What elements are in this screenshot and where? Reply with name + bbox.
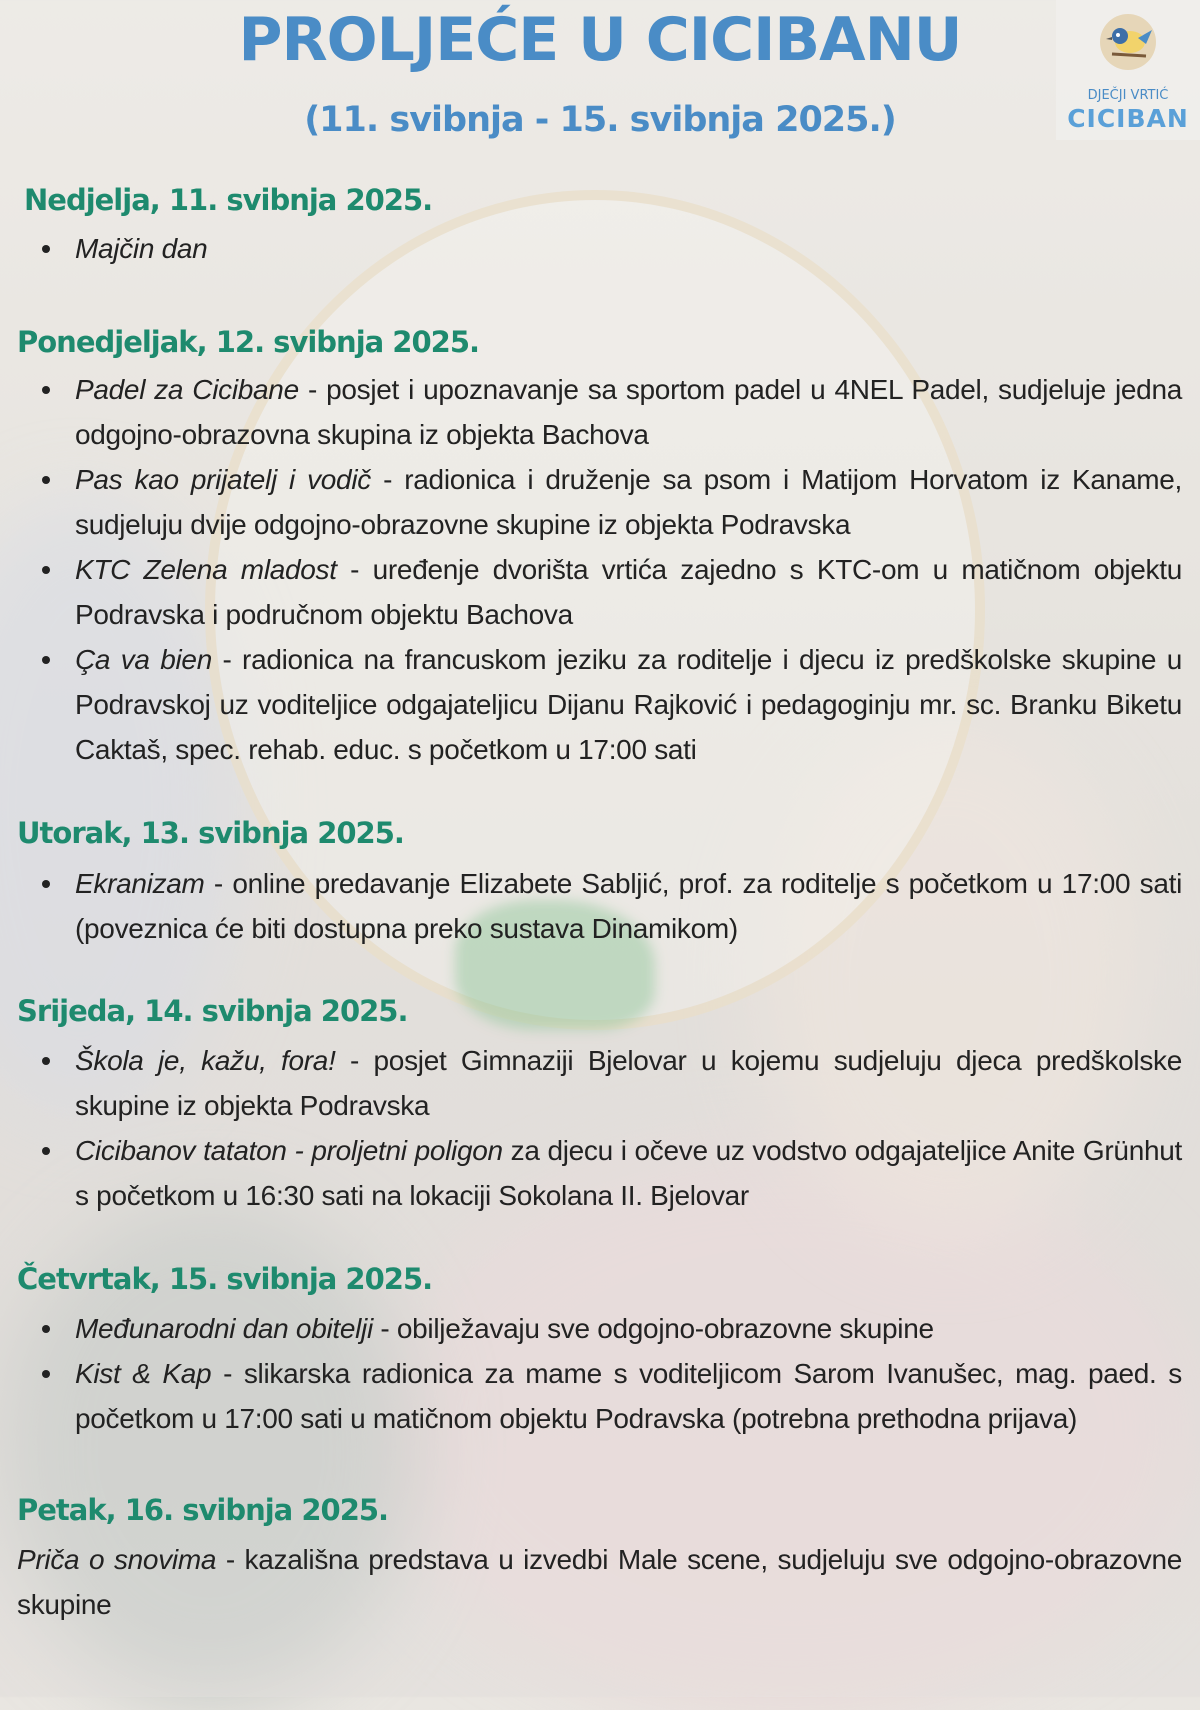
event-name: Priča o snovima: [17, 1544, 217, 1575]
event-list-monday: [0, 367, 1200, 772]
event-description: - kazališna predstava u izvedbi Male scene, sudjeluju sve odgojno-obrazovne skupine: [17, 1544, 1183, 1620]
event-name: Ekranizam: [75, 868, 205, 899]
event-name: Međunarodni dan obitelji: [75, 1313, 373, 1344]
event-name: KTC Zelena mladost: [75, 554, 337, 585]
bird-on-branch-icon: [1098, 12, 1158, 72]
event-name: Padel za Cicibane: [75, 374, 299, 405]
event-list-thursday: [0, 1306, 1200, 1441]
day-heading-friday: Petak, 16. svibnja 2025.: [17, 1493, 389, 1527]
event-description: - radionica i druženje sa psom i Matijom Horvatom iz Kaname, sudjeluju dvije odgojno-obrazovne skupine iz objekta Podravska: [75, 464, 1182, 540]
list-item: [0, 1306, 1200, 1351]
logo-text-line1: DJEČJI VRTIĆ: [1087, 88, 1169, 103]
event-description: - posjet Gimnaziji Bjelovar u kojemu sudjeluju djeca predškolske skupine iz objekta Podravska: [75, 1045, 1183, 1121]
list-item: [0, 1128, 1200, 1218]
list-item: [0, 547, 1200, 637]
day-heading-wednesday: Srijeda, 14. svibnja 2025.: [17, 994, 408, 1028]
event-name: Ça va bien: [75, 644, 212, 675]
list-item: [0, 861, 1200, 951]
event-list-sunday: [0, 226, 1200, 271]
kindergarten-logo: [1056, 0, 1200, 140]
event-description: - radionica na francuskom jeziku za roditelje i djecu iz predškolske skupine u Podravskoj uz voditeljice odgajateljicu Dijanu Rajković i pedagoginju mr. sc. Branku Biketu Caktaš, spec. rehab. educ. s početkom u 17:00 sati: [75, 644, 1182, 765]
event-name: Pas kao prijatelj i vodič: [75, 464, 371, 495]
list-item: [0, 1351, 1200, 1441]
event-name: Cicibanov tataton - proljetni poligon: [75, 1135, 503, 1166]
list-item: [0, 226, 1200, 271]
logo-text-line2: CICIBAN: [1067, 104, 1189, 133]
list-item: [0, 1038, 1200, 1128]
event-description: - obilježavaju sve odgojno-obrazovne skupine: [372, 1313, 934, 1344]
event-name: Majčin dan: [75, 233, 208, 264]
page-title: PROLJEĆE U CICIBANU: [238, 5, 962, 75]
event-list-wednesday: [0, 1038, 1200, 1218]
event-list-tuesday: [0, 861, 1200, 951]
event-name: Kist & Kap: [75, 1358, 212, 1389]
event-description: za djecu i očeve uz vodstvo odgajateljice Anite Grünhut s početkom u 16:30 sati na lokaciji Sokolana II. Bjelovar: [75, 1135, 1182, 1211]
event-paragraph-friday: [17, 1537, 1182, 1627]
event-name: Škola je, kažu, fora!: [75, 1045, 336, 1076]
list-item: [0, 637, 1200, 772]
day-heading-tuesday: Utorak, 13. svibnja 2025.: [17, 816, 404, 850]
day-heading-sunday: Nedjelja, 11. svibnja 2025.: [24, 183, 433, 217]
day-heading-monday: Ponedjeljak, 12. svibnja 2025.: [17, 325, 480, 359]
list-item: [0, 457, 1200, 547]
event-description: - posjet i upoznavanje sa sportom padel u 4NEL Padel, sudjeluje jedna odgojno-obrazovna skupina iz objekta Bachova: [75, 374, 1182, 450]
day-heading-thursday: Četvrtak, 15. svibnja 2025.: [17, 1262, 433, 1296]
event-description: - online predavanje Elizabete Sabljić, prof. za roditelje s početkom u 17:00 sati (poveznica će biti dostupna preko sustava Dinamikom): [75, 868, 1182, 944]
page-subtitle: (11. svibnja - 15. svibnja 2025.): [304, 100, 896, 140]
event-description: - slikarska radionica za mame s voditeljicom Sarom Ivanušec, mag. paed. s početkom u 17:00 sati u matičnom objektu Podravska (potrebna prethodna prijava): [75, 1358, 1183, 1434]
list-item: [0, 367, 1200, 457]
event-description: - uređenje dvorišta vrtića zajedno s KTC-om u matičnom objektu Podravska i područnom objektu Bachova: [75, 554, 1182, 630]
